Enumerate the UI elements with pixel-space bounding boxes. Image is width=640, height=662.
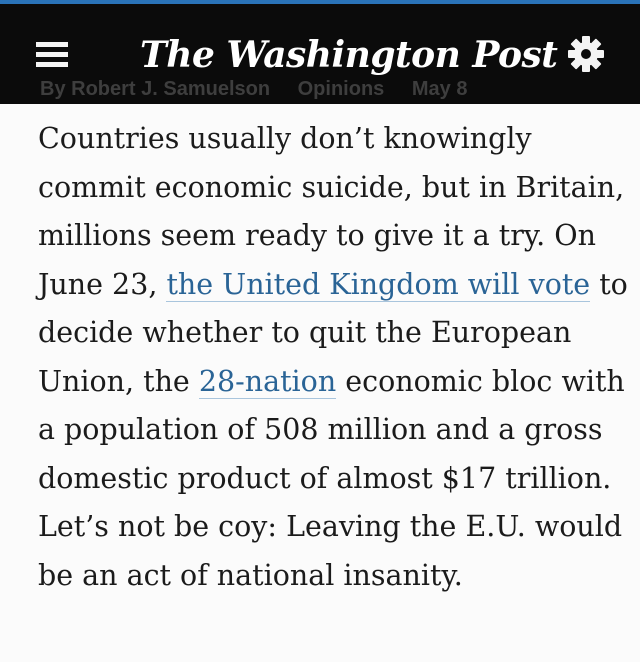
article-paragraph <box>38 115 628 600</box>
site-header <box>0 4 640 104</box>
paragraph-text-2: to decide whether to quit the European Union, the <box>38 267 628 398</box>
article-body <box>38 115 628 600</box>
byline-author[interactable]: By Robert J. Samuelson <box>40 78 271 100</box>
byline <box>40 76 560 102</box>
byline-date: May 8 <box>411 78 468 100</box>
gear-icon[interactable] <box>566 34 606 74</box>
paragraph-text-3: economic bloc with a population of 508 million and a gross domestic product of almost $17 trillion. Let’s not be coy: Leaving the E.U. would be an act of national insanity. <box>38 364 625 592</box>
paragraph-text-1: Countries usually don’t knowingly commit economic suicide, but in Britain, millions seem ready to give it a try. On June 23, <box>38 122 625 301</box>
link-uk-vote[interactable]: the United Kingdom will vote <box>166 267 591 301</box>
masthead-logo[interactable]: The Washington Post <box>140 34 558 76</box>
link-28-nation[interactable]: 28-nation <box>198 364 337 398</box>
hamburger-menu-icon[interactable] <box>36 42 68 66</box>
byline-section[interactable]: Opinions <box>297 78 385 100</box>
